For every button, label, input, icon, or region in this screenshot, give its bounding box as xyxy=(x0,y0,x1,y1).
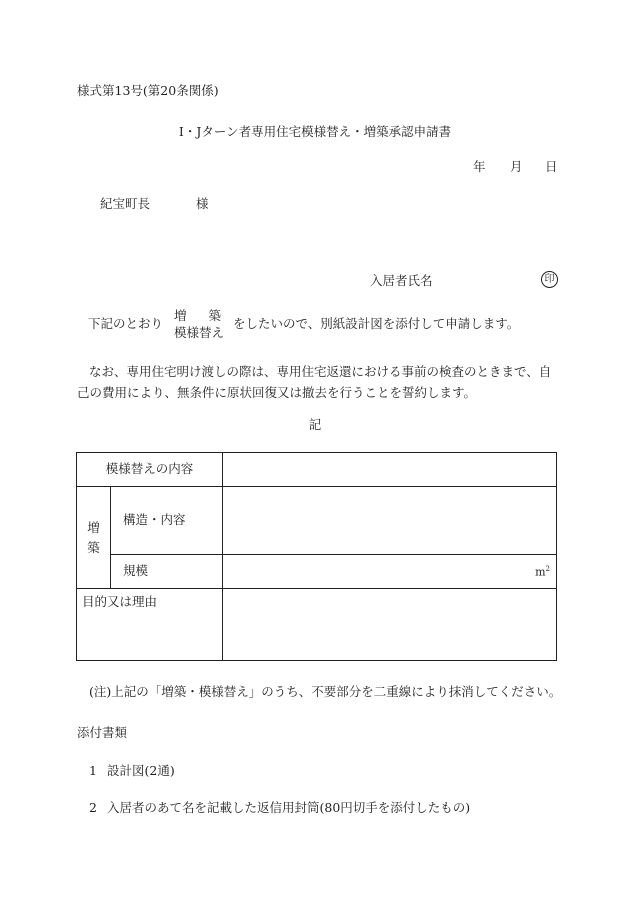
option-expansion xyxy=(174,310,221,323)
table-row xyxy=(77,589,557,661)
note: (注)上記の「増築・模様替え」のうち、不要部分を二重線により抹消してください。 xyxy=(89,684,562,699)
scale-label: 規模 xyxy=(111,555,223,589)
date-day-label: 日 xyxy=(545,159,558,174)
document-title: I・Jターン者専用住宅模様替え・増築承認申請書 xyxy=(178,124,452,139)
date-year-label: 年 xyxy=(473,159,486,174)
attachment-1-number: 1 xyxy=(89,763,97,778)
expansion-char-1: 増 xyxy=(87,519,100,535)
purpose-label: 目的又は理由 xyxy=(77,589,223,661)
addressee: 紀宝町長 xyxy=(100,196,151,211)
renovation-field[interactable] xyxy=(223,453,557,487)
table-row xyxy=(77,487,557,555)
option-renovation: 模様替え xyxy=(174,325,225,340)
attachment-1: 設計図(2通) xyxy=(107,763,175,778)
applicant-name-label: 入居者氏名 xyxy=(370,273,433,288)
details-table xyxy=(76,452,557,661)
scale-unit: m xyxy=(535,565,546,579)
expansion-char-2: 築 xyxy=(87,539,100,555)
table-row xyxy=(77,555,557,589)
expansion-label xyxy=(77,487,111,589)
table-row xyxy=(77,453,557,487)
structure-field[interactable] xyxy=(223,487,557,555)
addressee-honorific: 様 xyxy=(196,196,209,211)
attachment-2-number: 2 xyxy=(89,800,97,815)
request-prefix: 下記のとおり xyxy=(88,316,164,331)
renovation-label: 模様替えの内容 xyxy=(77,453,223,487)
option-expansion-char-2: 築 xyxy=(208,308,221,323)
attachment-2: 入居者のあて名を記載した返信用封筒(80円切手を添付したもの) xyxy=(107,800,471,815)
form-number: 様式第13号(第20条関係) xyxy=(77,83,219,98)
seal-mark: 印 xyxy=(541,271,558,288)
option-expansion-char-1: 増 xyxy=(174,308,187,323)
attachments-heading: 添付書類 xyxy=(77,725,128,740)
request-suffix: をしたいので、別紙設計図を添付して申請します。 xyxy=(233,316,520,331)
pledge-paragraph: なお、専用住宅明け渡しの際は、専用住宅返還における事前の検査のときまで、自己の費用により、無条件に原状回復又は撤去を行うことを誓約します。 xyxy=(77,364,552,400)
structure-label: 構造・内容 xyxy=(111,487,223,555)
scale-field[interactable] xyxy=(223,555,557,589)
date-month-label: 月 xyxy=(510,159,523,174)
purpose-field[interactable] xyxy=(223,589,557,661)
ki-heading: 記 xyxy=(308,417,322,432)
scale-unit-superscript: 2 xyxy=(545,564,550,573)
